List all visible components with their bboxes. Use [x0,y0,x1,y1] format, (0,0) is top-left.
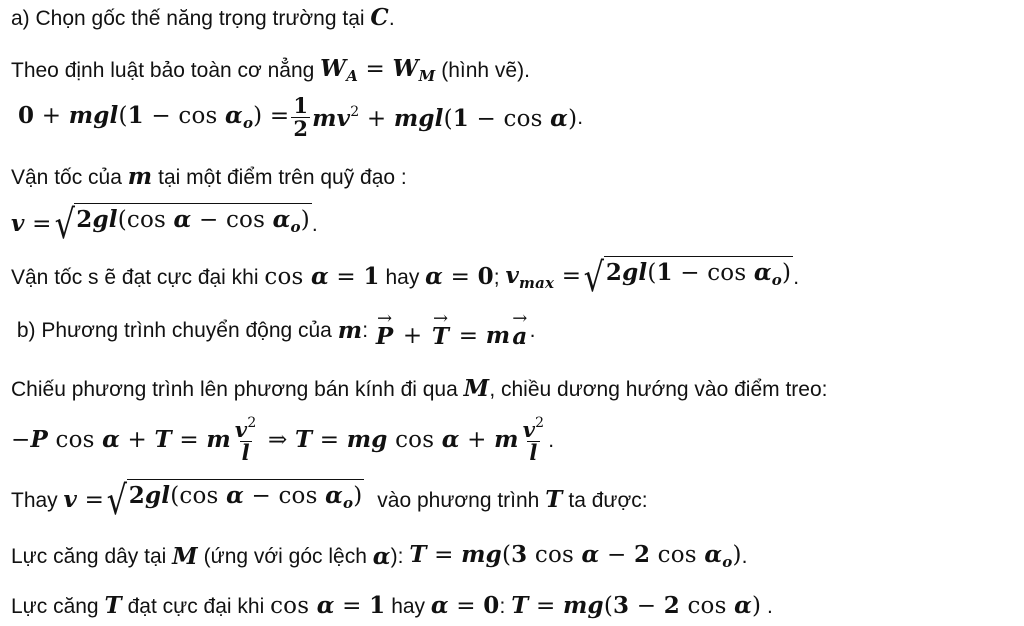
line-5: v = √ 2gl(cos $\alpha - \cos \alpha_o$) . [11,202,318,248]
math-tension-max: T = mg(3 − 2 cos α) [511,592,762,619]
math-tension-at-m: T = mg(3 cos α − 2 $\cos \alpha_o$) [409,541,742,571]
line-4: Vận tốc của m tại một điểm trên quỹ đạo : [11,163,407,190]
math-wa-eq-wm: $W_A = W_M$ [320,55,436,85]
line-10: Thay v = √ 2gl(cos $\alpha - \cos \alpha_o$) vào phương trình T ta được: [11,478,648,524]
sqrt-vmax: √ $2gl(1 - \cos \alpha_o)$ [583,255,792,301]
math-newton-vector: → P + → T = m → a [375,308,528,350]
math-energy-equation: $0 + mgl(1 - \cos \alpha_o)$ = [18,102,290,133]
line-1: a) Chọn gốc thế năng trọng trường tại C . [11,4,395,31]
line-12: Lực căng T đạt cực đại khi cos α = 1 hay α = 0 : T = mg(3 − 2 cos α) . [11,592,773,619]
line-7: b) Phương trình chuyển động của m : → P + → T = m → a . [11,308,536,350]
math-vmax: $v_{max}$ = [505,261,582,292]
fraction-one-half: $\frac{1}{2}$ [293,93,309,142]
line-6: Vận tốc s ẽ đạt cực đại khi cos α = 1 hay α = 0 ; $v_{max}$ = √ $2gl(1 - \cos \alpha_o)$ . [11,255,800,301]
math-tension-derivation: −P cos α + T = m [11,426,231,454]
math-c: C [370,4,389,31]
line-2: Theo định luật bảo toàn cơ nẳng $W_A = W_M$ (hình vẽ). [11,55,530,85]
line-3: $0 + mgl(1 - \cos \alpha_o)$ = $\frac{1}{2}$ $mv^2 + mgl(1 - \cos \alpha)$ . [18,93,584,142]
math-m: m [127,163,153,190]
line-9: −P cos α + T = m $\frac{v^2}{l}$ ⇒ T = mg cos α + m $\frac{v^2}{l}$ . [11,415,555,466]
math-velocity: v = [11,210,52,237]
sqrt-velocity: √ 2gl(cos $\alpha - \cos \alpha_o$) [54,202,310,248]
line-8: Chiếu phương trình lên phương bán kính đi qua M , chiều dương hướng vào điểm treo: [11,375,828,402]
line-11: Lực căng dây tại M (ứng với góc lệch α ): T = mg(3 cos α − 2 $\cos \alpha_o$) . [11,541,748,571]
